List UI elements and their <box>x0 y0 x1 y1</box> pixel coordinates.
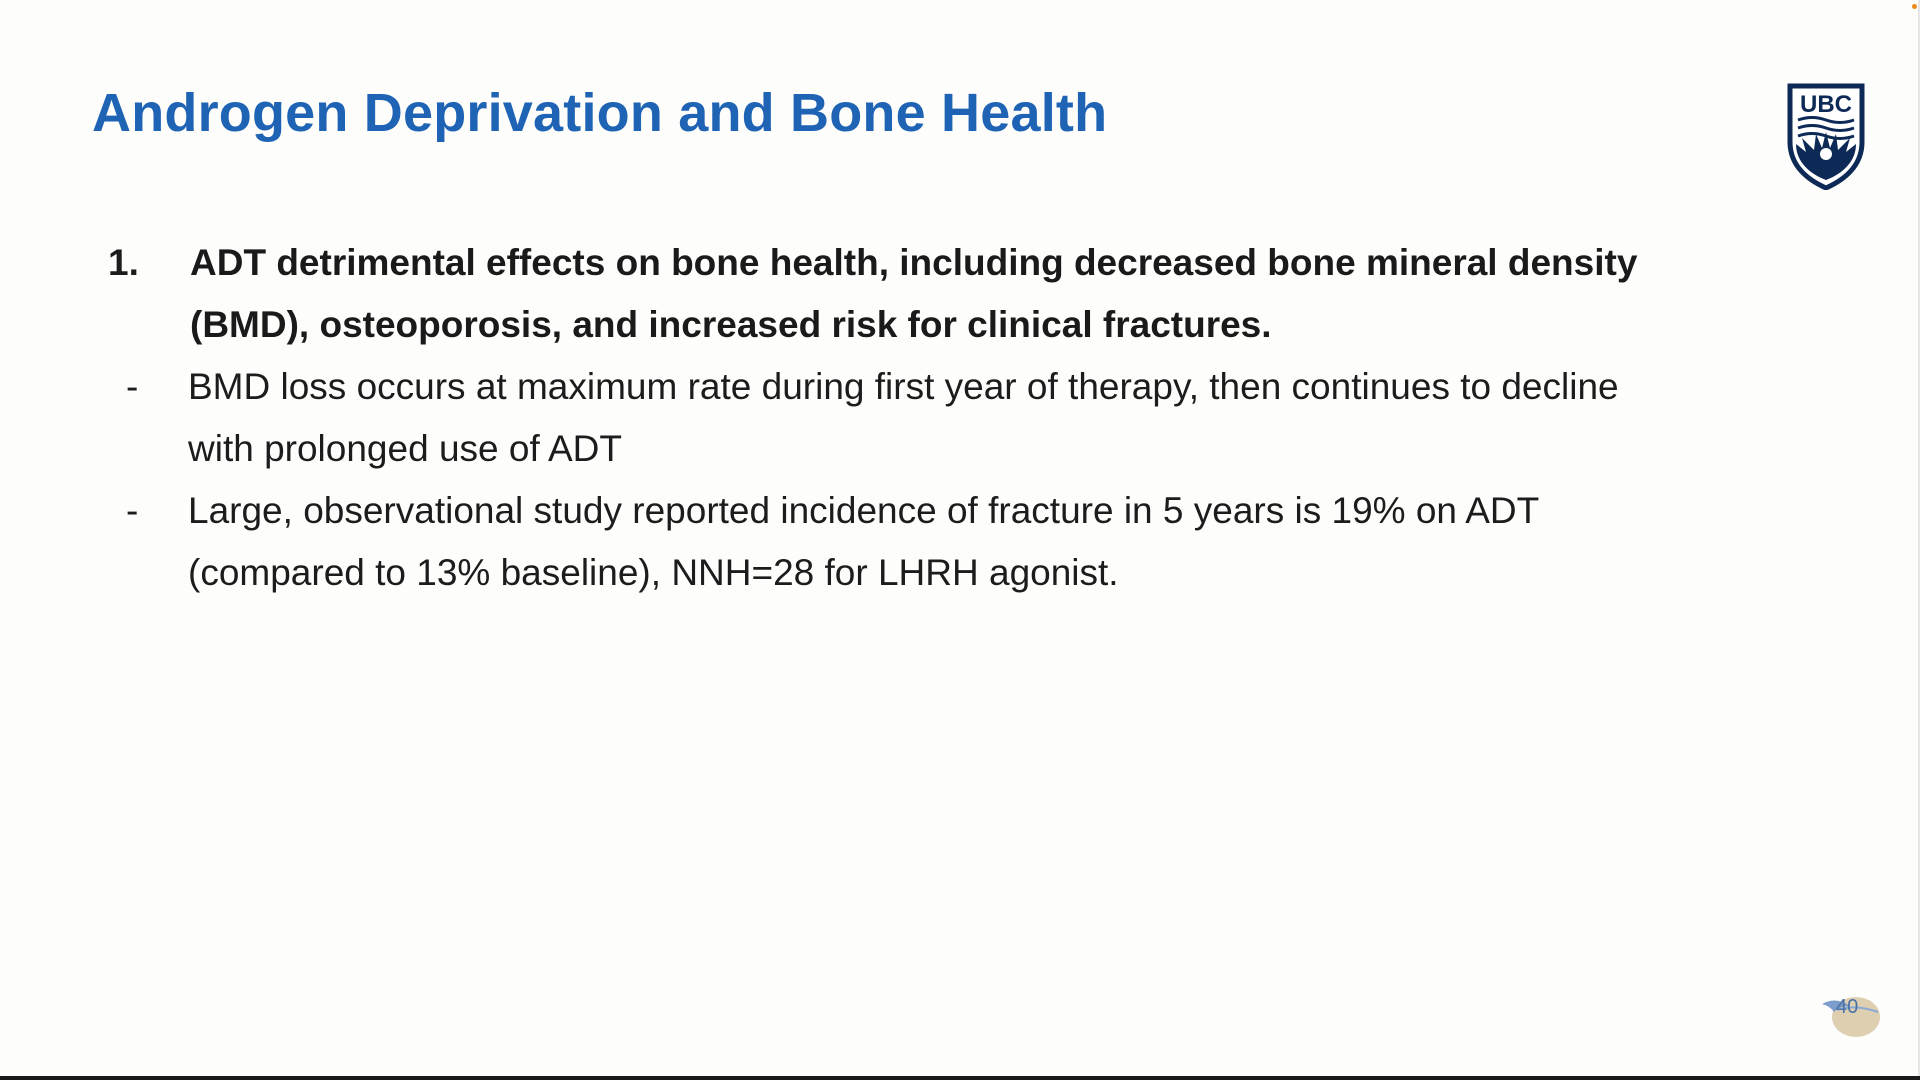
page-number: 40 <box>1836 996 1859 1018</box>
point-number: 1. <box>108 242 139 283</box>
logo-text: UBC <box>1800 91 1852 118</box>
corner-marker <box>1912 4 1917 9</box>
bullet-marker: - <box>126 490 139 531</box>
bullet-text: Large, observational study reported incidence of fracture in 5 years is 19% on ADT (compared to 13% baseline), NNH=28 for LHRH agonist. <box>188 490 1539 593</box>
bottom-border <box>0 1076 1920 1080</box>
numbered-point <box>106 232 1666 356</box>
bullet-item <box>106 356 1666 480</box>
slide-title: Androgen Deprivation and Bone Health <box>92 83 1108 143</box>
bullet-marker: - <box>126 366 139 407</box>
slide-content <box>106 232 1666 604</box>
bullet-item <box>106 480 1666 604</box>
bullet-text: BMD loss occurs at maximum rate during first year of therapy, then continues to decline with prolonged use of ADT <box>188 366 1619 469</box>
ubc-logo-icon <box>1786 82 1866 190</box>
point-text: ADT detrimental effects on bone health, including decreased bone mineral density (BMD), osteoporosis, and increased risk for clinical fractures. <box>190 242 1638 345</box>
